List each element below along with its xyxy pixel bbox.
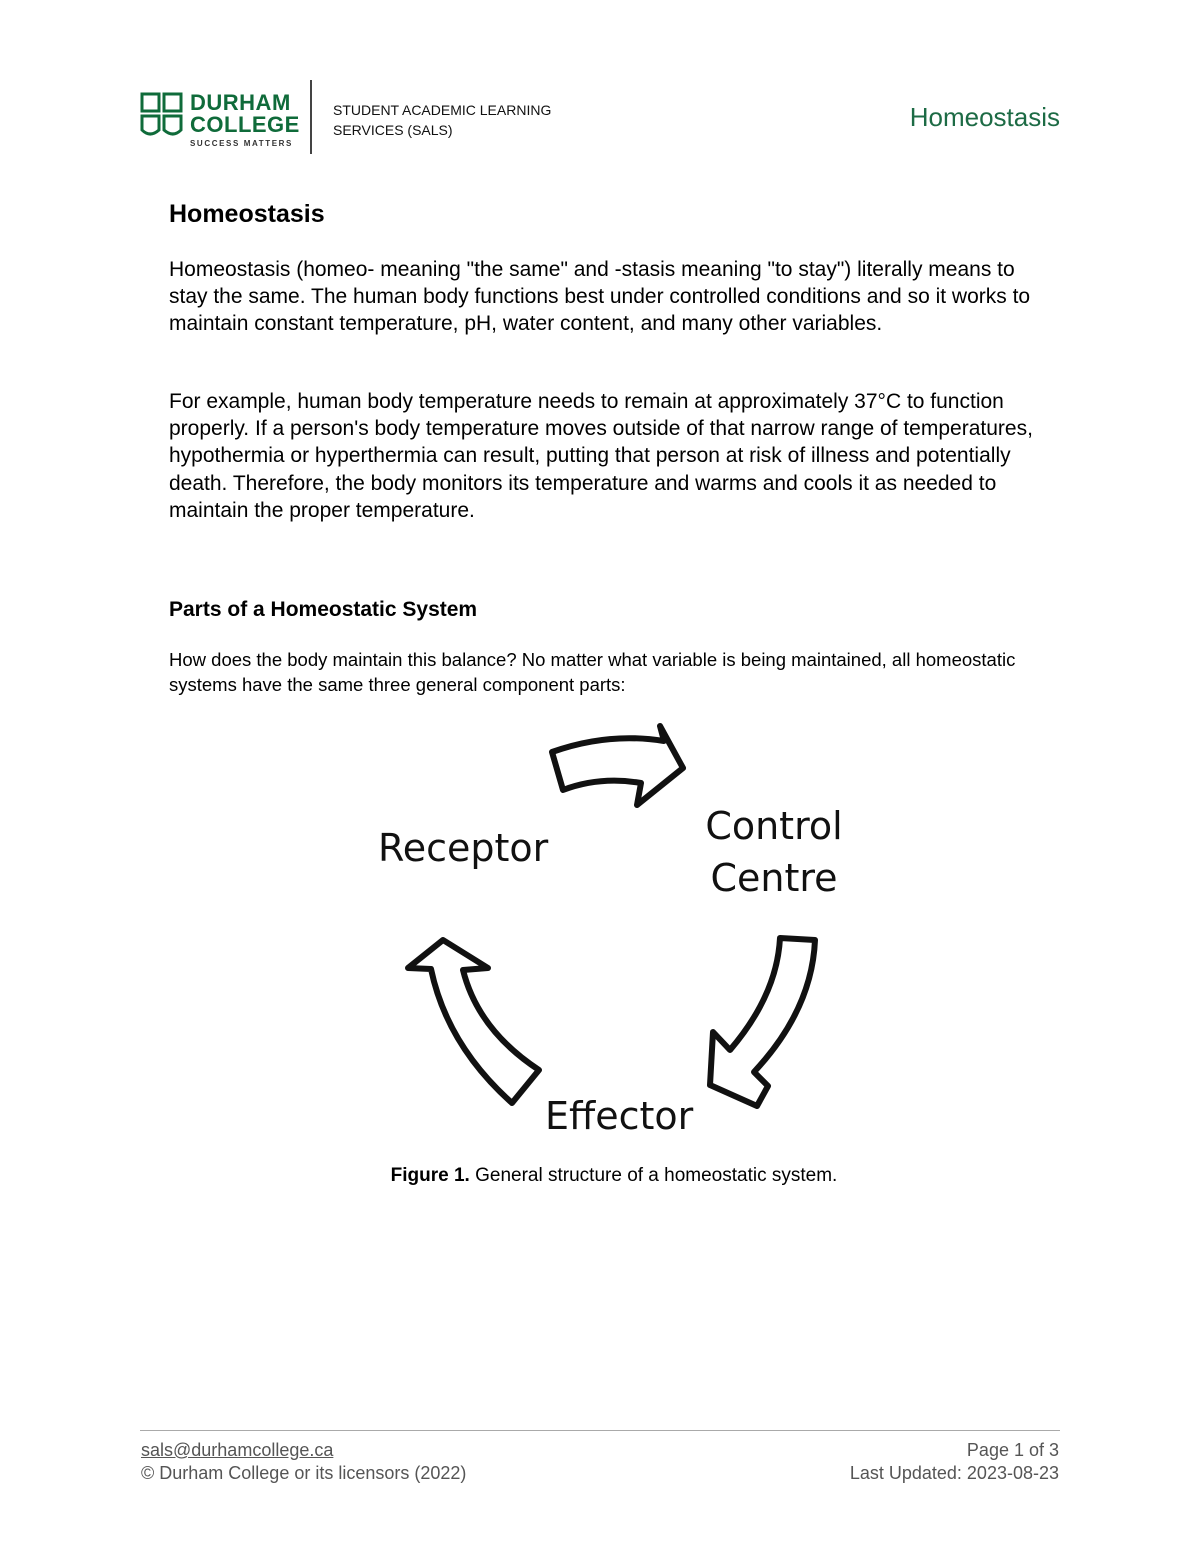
header-title: Homeostasis <box>909 102 1060 132</box>
figure-caption-label: Figure 1. <box>390 1165 470 1186</box>
intro-paragraph: Homeostasis (homeo- meaning "the same" and -stasis meaning "to stay") literally means to stay the same. The human body functions best under controlled conditions and so it works to maintain constant temperature, pH, water content, and many other variables. <box>169 258 1031 336</box>
header-divider <box>310 80 312 154</box>
footer-divider <box>140 1430 1060 1431</box>
arrow-receptor-to-control <box>552 726 683 805</box>
logo-wordmark <box>190 92 300 148</box>
contact-email-link[interactable]: sals@durhamcollege.ca <box>141 1440 334 1460</box>
control-centre-label <box>700 800 848 904</box>
page-number: Page 1 of 3 <box>966 1440 1059 1460</box>
effector-label: Effector <box>545 1094 694 1138</box>
control-label-line-2: Centre <box>710 856 838 900</box>
logo-line-durham: DURHAM <box>190 90 291 115</box>
logo-line-college: COLLEGE <box>190 112 300 137</box>
department-line-1: STUDENT ACADEMIC LEARNING <box>333 102 552 118</box>
footer-left <box>141 1439 466 1485</box>
durham-shield-icon <box>140 92 184 142</box>
footer-right <box>850 1439 1059 1485</box>
components-paragraph: How does the body maintain this balance? No matter what variable is being maintained, all homeostatic systems have the same three general component parts: <box>169 649 1016 695</box>
durham-college-logo <box>140 90 300 156</box>
department-line-2: SERVICES (SALS) <box>333 122 453 138</box>
receptor-label: Receptor <box>378 826 549 870</box>
figure-caption-text: General structure of a homeostatic system. <box>469 1165 838 1186</box>
page-header <box>140 80 1060 156</box>
logo-tagline: SUCCESS MATTERS <box>190 139 293 148</box>
page-title: Homeostasis <box>169 200 325 228</box>
control-label-line-1: Control <box>705 804 843 848</box>
last-updated: Last Updated: 2023-08-23 <box>849 1463 1059 1483</box>
example-paragraph: For example, human body temperature needs to remain at approximately 37°C to function properly. If a person's body temperature moves outside of that narrow range of temperatures, hypothermia or hyperthermia can result, putting that person at risk of illness and potentially death. Therefore, the body monitors its temperature and warms and cools it as needed to maintain the proper temperature. <box>169 390 1033 522</box>
department-name <box>333 100 551 140</box>
figure-caption <box>14 1165 1200 1187</box>
arrow-effector-to-receptor <box>408 940 539 1103</box>
arrow-control-to-effector <box>710 938 815 1106</box>
section-heading: Parts of a Homeostatic System <box>169 598 478 621</box>
copyright-text: © Durham College or its licensors (2022) <box>141 1463 467 1483</box>
